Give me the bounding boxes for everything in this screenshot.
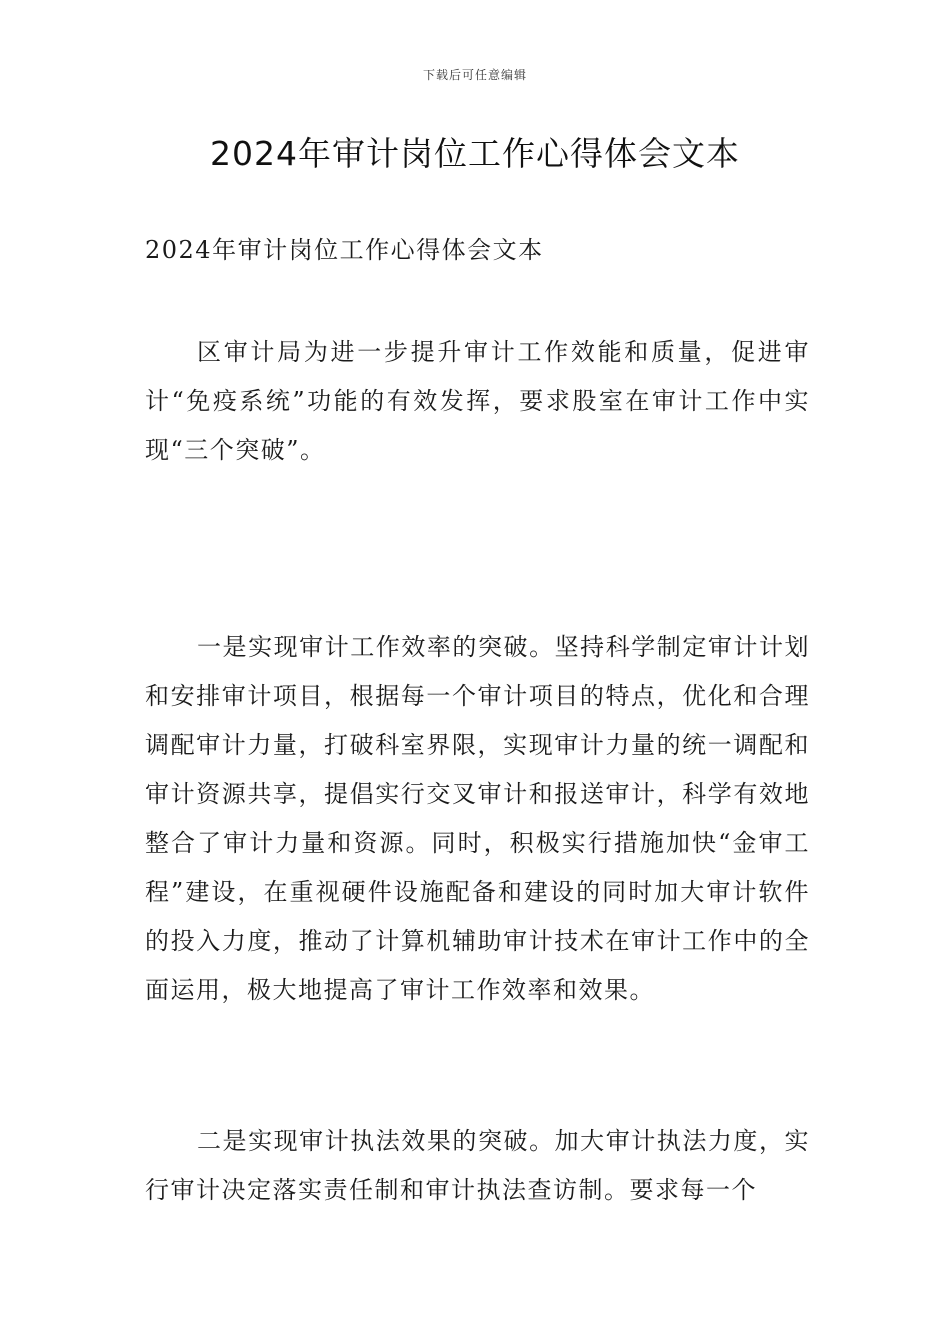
paragraph-intro: 区审计局为进一步提升审计工作效能和质量，促进审计“免疫系统”功能的有效发挥，要求股室在审计工作中实现“三个突破”。 [145,338,810,464]
paragraph-enforcement: 二是实现审计执法效果的突破。加大审计执法力度，实行审计决定落实责任制和审计执法查访制。要求每一个 [145,1127,810,1204]
document-title: 2024年审计岗位工作心得体会文本 [210,134,740,173]
document-subtitle: 2024年审计岗位工作心得体会文本 [145,236,544,264]
paragraph-efficiency: 一是实现审计工作效率的突破。坚持科学制定审计计划和安排审计项目，根据每一个审计项目的特点，优化和合理调配审计力量，打破科室界限，实现审计力量的统一调配和审计资源共享，提倡实行交叉审计和报送审计，科学有效地整合了审计力量和资源。同时，积极实行措施加快“金审工程”建设，在重视硬件设施配备和建设的同时加大审计软件的投入力度，推动了计算机辅助审计技术在审计工作中的全面运用，极大地提高了审计工作效率和效果。 [145,633,810,1004]
header-note: 下载后可任意编辑 [422,68,527,82]
